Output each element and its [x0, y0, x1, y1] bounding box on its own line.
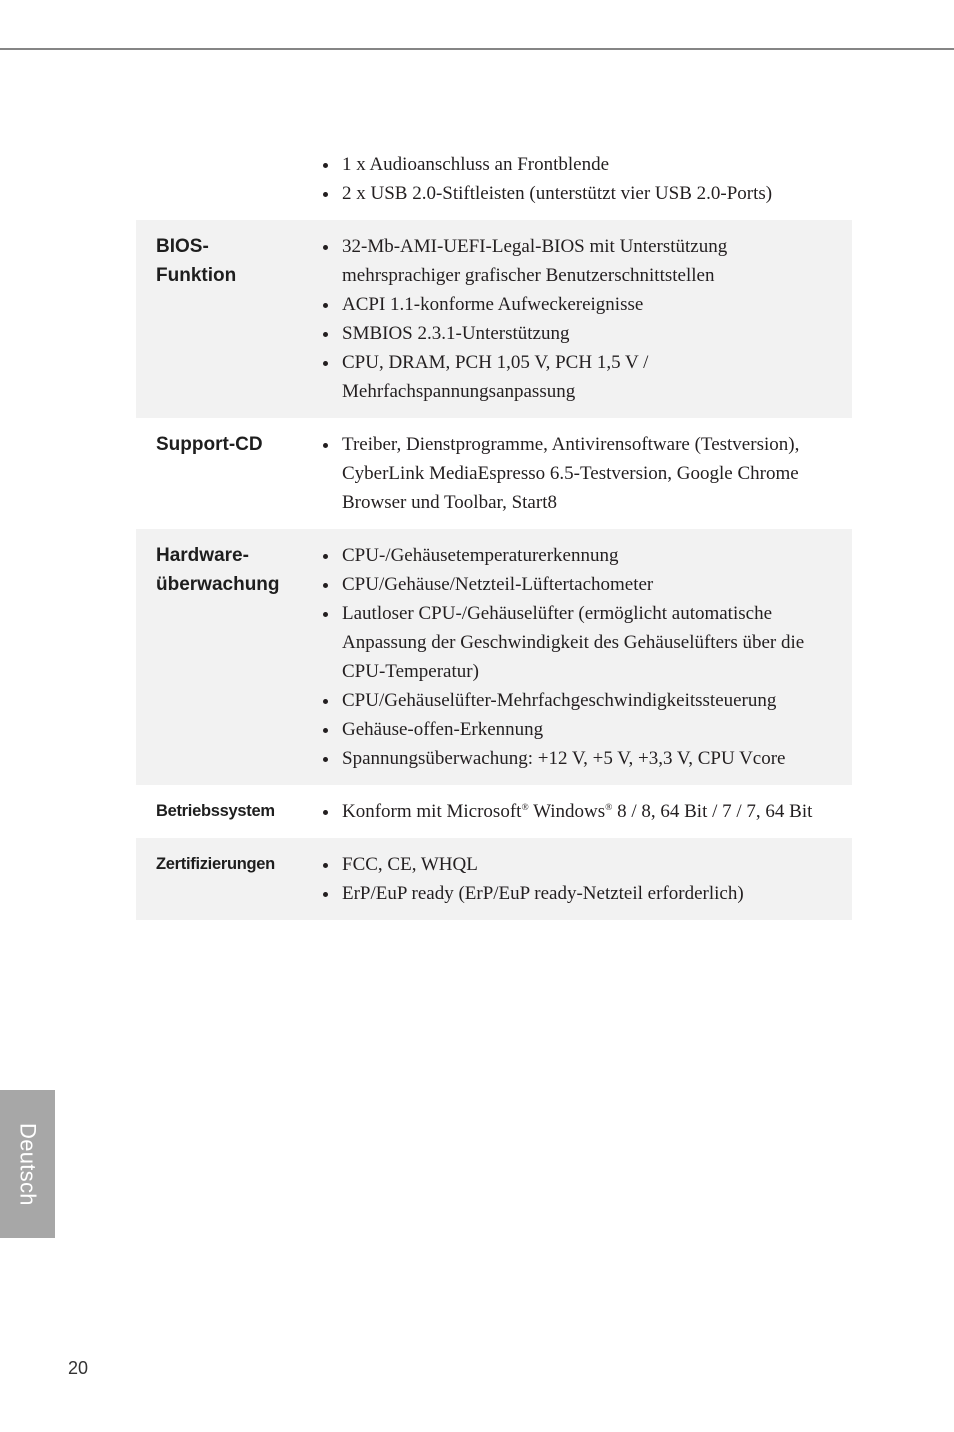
feature-item: [318, 850, 834, 879]
row-label: [136, 430, 318, 517]
feature-text: ErP/EuP ready (ErP/EuP ready-Netzteil erforderlich): [342, 883, 744, 904]
bullet-icon: [323, 757, 328, 762]
spec-row-certifications: [136, 838, 852, 920]
feature-list: [318, 430, 852, 517]
language-tab-label: Deutsch: [15, 1122, 41, 1206]
feature-text: SMBIOS 2.3.1-Unterstützung: [342, 323, 570, 344]
feature-text: FCC, CE, WHQL: [342, 854, 478, 875]
feature-item: [318, 686, 834, 715]
feature-text: CPU, DRAM, PCH 1,05 V, PCH 1,5 V / Mehrfachspannungsanpassung: [342, 352, 649, 402]
row-label-line: Support-CD: [156, 434, 263, 455]
feature-item: [318, 541, 834, 570]
row-label-line: Funktion: [156, 265, 237, 286]
feature-item: [318, 179, 834, 208]
bullet-icon: [323, 554, 328, 559]
bullet-icon: [323, 245, 328, 250]
feature-text: Lautloser CPU-/Gehäuselüfter (ermöglicht automatische Anpassung der Geschwindigkeit des Gehäuselüfters über die CPU-Temperatur): [342, 603, 805, 682]
feature-item: [318, 319, 834, 348]
bullet-icon: [323, 303, 328, 308]
row-label-line: Betriebssystem: [156, 802, 275, 820]
feature-text: ACPI 1.1-konforme Aufweckereignisse: [342, 294, 644, 315]
feature-item: [318, 797, 834, 826]
page-number: 20: [68, 1358, 89, 1378]
row-label-line: BIOS-: [156, 236, 209, 257]
feature-item: [318, 570, 834, 599]
feature-text: 2 x USB 2.0-Stiftleisten (unterstützt vier USB 2.0-Ports): [342, 183, 773, 204]
language-side-tab: [0, 1090, 55, 1238]
spec-row-support-cd: [136, 418, 852, 529]
feature-item: [318, 599, 834, 686]
feature-list: [318, 850, 852, 908]
feature-text: Treiber, Dienstprogramme, Antivirensoftware (Testversion), CyberLink MediaEspresso 6.5-Testversion, Google Chrome Browser und Toolbar, Start8: [342, 434, 800, 513]
feature-text: Gehäuse-offen-Erkennung: [342, 719, 544, 740]
feature-item: [318, 715, 834, 744]
feature-item: [318, 744, 834, 773]
feature-text: Spannungsüberwachung: +12 V, +5 V, +3,3 V, CPU Vcore: [342, 748, 786, 769]
header-rule: [0, 48, 954, 50]
bullet-icon: [323, 361, 328, 366]
feature-list: [318, 541, 852, 773]
row-label-line: Zertifizierungen: [156, 855, 275, 873]
feature-text: CPU/Gehäuselüfter-Mehrfachgeschwindigkeitssteuerung: [342, 690, 777, 711]
row-label: [136, 850, 318, 908]
spec-row-hardware-monitor: [136, 529, 852, 785]
feature-list: [318, 797, 852, 826]
feature-text: Konform mit Microsoft® Windows® 8 / 8, 64 Bit / 7 / 7, 64 Bit: [342, 801, 813, 822]
feature-text: CPU-/Gehäusetemperaturerkennung: [342, 545, 619, 566]
bullet-icon: [323, 892, 328, 897]
bullet-icon: [323, 612, 328, 617]
bullet-icon: [323, 443, 328, 448]
feature-text: 1 x Audioanschluss an Frontblende: [342, 154, 610, 175]
row-label: [136, 232, 318, 406]
feature-item: [318, 150, 834, 179]
bullet-icon: [323, 192, 328, 197]
row-label: [136, 541, 318, 773]
bullet-icon: [323, 810, 328, 815]
feature-item: [318, 232, 834, 290]
bullet-icon: [323, 332, 328, 337]
feature-item: [318, 348, 834, 406]
bullet-icon: [323, 863, 328, 868]
feature-item: [318, 430, 834, 517]
spec-table: [136, 138, 852, 920]
spec-row-continued: [136, 138, 852, 220]
spec-row-bios: [136, 220, 852, 418]
feature-list: [318, 150, 852, 208]
bullet-icon: [323, 583, 328, 588]
row-label-line: überwachung: [156, 574, 280, 595]
feature-text: CPU/Gehäuse/Netzteil-Lüftertachometer: [342, 574, 654, 595]
feature-text: 32-Mb-AMI-UEFI-Legal-BIOS mit Unterstützung mehrsprachiger grafischer Benutzerschnittstellen: [342, 236, 728, 286]
row-label-line: Hardware-: [156, 545, 249, 566]
bullet-icon: [323, 163, 328, 168]
spec-row-os: [136, 785, 852, 838]
feature-item: [318, 879, 834, 908]
bullet-icon: [323, 699, 328, 704]
feature-list: [318, 232, 852, 406]
feature-item: [318, 290, 834, 319]
row-label: [136, 797, 318, 826]
bullet-icon: [323, 728, 328, 733]
row-label: [136, 150, 318, 208]
